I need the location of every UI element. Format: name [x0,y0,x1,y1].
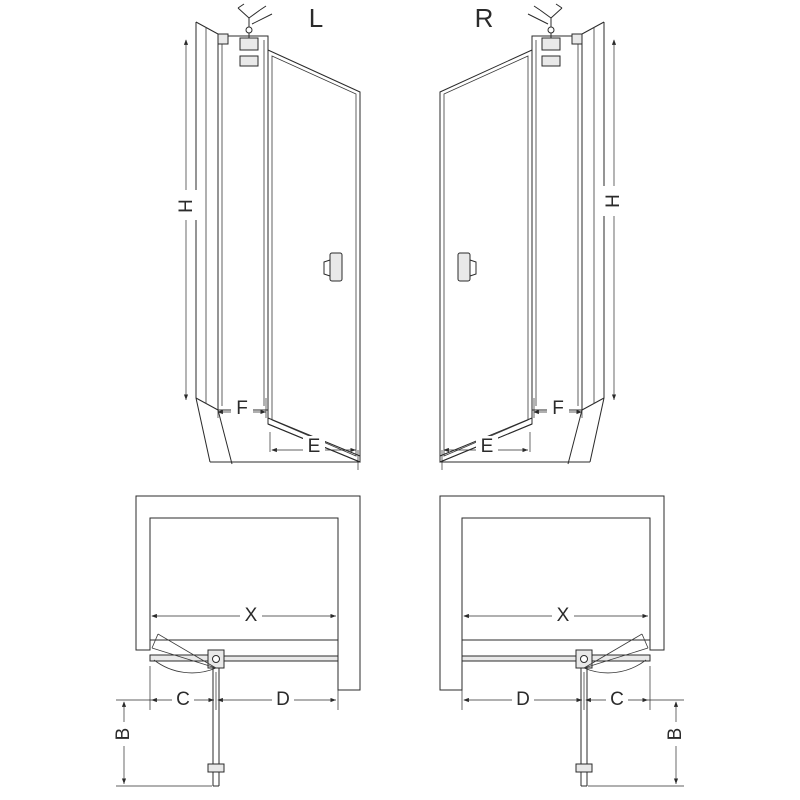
plan-left-x-label: X [244,605,258,627]
plan-right-panel-d-plan [462,656,576,661]
plan-left-dim-b [112,700,212,786]
plan-left-swing-ray [158,634,216,668]
elevation-right-top-bracket [572,34,582,44]
elevation-right-fixed-panel [532,36,582,410]
plan-right-dim-x [464,604,648,628]
plan-left-swing-ray2 [152,634,158,648]
plan-left-dim-c [150,666,216,712]
elevation-left-door-label: E [307,436,321,458]
elevation-right-door-label: E [480,436,494,458]
elevation-left-wall-frame [196,22,218,410]
elevation-right-view [440,3,626,470]
elevation-left-view [176,3,360,470]
plan-left-hinge-block [208,650,224,668]
elevation-right-height-label: H [603,194,625,208]
elevation-left-variant-label: L [308,2,324,33]
plan-left-b-label: B [113,727,135,741]
plan-right-dim-c [586,666,650,712]
plan-left-panel-d-plan [224,656,338,661]
elevation-right-fixed-label: F [552,398,564,420]
elevation-left-fixed-panel [218,36,268,410]
plan-right-d-label: D [516,689,530,711]
elevation-left-fixed-label: F [236,398,248,420]
elevation-left-top-bracket [218,34,228,44]
elevation-left-door-panel [268,50,360,462]
elevation-right-dim-height [602,40,626,400]
plan-left-dim-x [152,604,336,628]
plan-left-dim-d [218,666,338,712]
elevation-right-door-panel [440,50,532,462]
plan-right-swing-arc [584,660,646,673]
elevation-right-variant-label: R [474,2,494,33]
plan-left-d-label: D [276,689,290,711]
elevation-right-wall-frame [582,22,604,410]
plan-right-swing-ray [584,634,642,668]
plan-right-dim-d [462,666,584,712]
plan-right-hinge-block [576,650,592,668]
plan-left-swing-arc [154,660,216,673]
plan-right-swing-ray2 [642,634,648,648]
plan-right-view [440,496,688,786]
plan-left-view [112,496,360,786]
plan-right-b-label: B [665,727,687,741]
plan-right-dim-b [588,700,688,786]
elevation-left-height-label: H [176,199,198,213]
plan-right-c-label: C [610,689,624,711]
elevation-left-dim-height [176,40,198,400]
plan-left-c-label: C [176,689,190,711]
plan-right-x-label: X [556,605,570,627]
